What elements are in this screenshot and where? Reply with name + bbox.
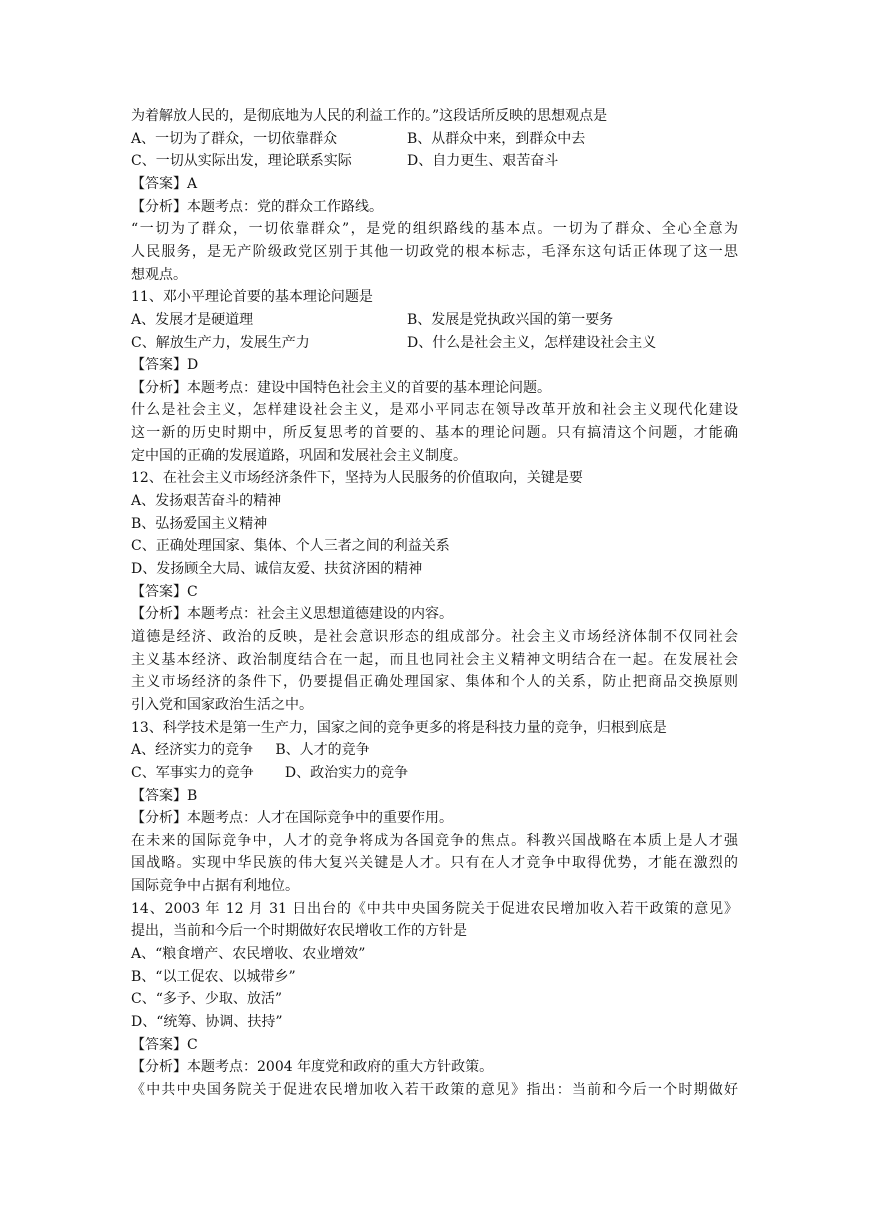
option-line: D、什么是社会主义，怎样建设社会主义 <box>407 335 657 351</box>
text-line: 国战略。实现中华民族的伟大复兴关键是人才。只有在人才竞争中取得优势，才能在激烈的 <box>131 855 738 871</box>
answer-line: 【答案】B <box>131 788 198 804</box>
text-line: 这一新的历史时期中，所反复思考的首要的、基本的理论问题。只有搞清这个问题，才能确 <box>131 425 738 441</box>
text-line: 《中共中央国务院关于促进农民增加收入若干政策的意见》指出：当前和今后一个时期做好 <box>131 1082 738 1098</box>
option-line: B、发展是党执政兴国的第一要务 <box>407 312 614 328</box>
text-line: 什么是社会主义，怎样建设社会主义，是邓小平同志在领导改革开放和社会主义现代化建设 <box>131 402 738 418</box>
option-line: D、自力更生、艰苦奋斗 <box>407 153 559 169</box>
text-line: 在未来的国际竞争中，人才的竞争将成为各国竞争的焦点。科教兴国战略在本质上是人才强 <box>131 833 738 849</box>
text-line: 主义基本经济、政治制度结合在一起，而且也同社会主义精神文明结合在一起。在发展社会 <box>131 652 738 668</box>
option-line: D、“统筹、协调、扶持” <box>131 1014 283 1030</box>
text-line: 人民服务，是无产阶级政党区别于其他一切政党的根本标志，毛泽东这句话正体现了这一思 <box>131 244 738 260</box>
text-line: “一切为了群众，一切依靠群众”，是党的组织路线的基本点。一切为了群众、全心全意为 <box>131 221 738 237</box>
question-line: 提出，当前和今后一个时期做好农民增收工作的方针是 <box>131 923 467 939</box>
analysis-line: 【分析】本题考点：人才在国际竞争中的重要作用。 <box>131 810 453 826</box>
option-line: A、“粮食增产、农民增收、农业增效” <box>131 946 366 962</box>
text-line: 引入党和国家政治生活之中。 <box>131 697 313 713</box>
text-line: 想观点。 <box>131 267 187 283</box>
option-line: B、弘扬爱国主义精神 <box>131 516 268 532</box>
option-line: C、解放生产力，发展生产力 <box>131 335 310 351</box>
option-line: A、发扬艰苦奋斗的精神 <box>131 493 282 509</box>
option-line: A、经济实力的竞争 B、人才的竞争 <box>131 742 370 758</box>
question-line: 11、邓小平理论首要的基本理论问题是 <box>131 289 373 305</box>
text-line: 为着解放人民的，是彻底地为人民的利益工作的。”这段话所反映的思想观点是 <box>131 108 608 124</box>
text-line: 道德是经济、政治的反映，是社会意识形态的组成部分。社会主义市场经济体制不仅同社会 <box>131 629 738 645</box>
option-line: A、发展才是硬道理 <box>131 312 254 328</box>
option-line: C、一切从实际出发，理论联系实际 <box>131 153 352 169</box>
option-line: D、发扬顾全大局、诚信友爱、扶贫济困的精神 <box>131 561 423 577</box>
analysis-line: 【分析】本题考点：党的群众工作路线。 <box>131 199 383 215</box>
analysis-line: 【分析】本题考点：2004 年度党和政府的重大方针政策。 <box>131 1059 494 1075</box>
option-line: B、“以工促农、以城带乡” <box>131 969 296 985</box>
answer-line: 【答案】A <box>131 176 198 192</box>
option-line: C、军事实力的竞争 D、政治实力的竞争 <box>131 765 409 781</box>
answer-line: 【答案】C <box>131 584 198 600</box>
analysis-line: 【分析】本题考点：社会主义思想道德建设的内容。 <box>131 606 453 622</box>
option-line: C、“多予、少取、放活” <box>131 991 283 1007</box>
question-line: 12、在社会主义市场经济条件下，坚持为人民服务的价值取向，关键是要 <box>131 470 583 486</box>
option-line: A、一切为了群众，一切依靠群众 <box>131 131 338 147</box>
text-line: 定中国的正确的发展道路，巩固和发展社会主义制度。 <box>131 448 467 464</box>
option-line: B、从群众中来，到群众中去 <box>407 131 586 147</box>
text-line: 主义市场经济的条件下，仍要提倡正确处理国家、集体和个人的关系，防止把商品交换原则 <box>131 674 738 690</box>
answer-line: 【答案】D <box>131 357 199 373</box>
analysis-line: 【分析】本题考点：建设中国特色社会主义的首要的基本理论问题。 <box>131 380 551 396</box>
text-line: 国际竞争中占据有利地位。 <box>131 878 299 894</box>
option-line: C、正确处理国家、集体、个人三者之间的利益关系 <box>131 538 450 554</box>
answer-line: 【答案】C <box>131 1037 198 1053</box>
question-line: 13、科学技术是第一生产力，国家之间的竞争更多的将是科技力量的竞争，归根到底是 <box>131 720 667 736</box>
question-line: 14、2003 年 12 月 31 日出台的《中共中央国务院关于促进农民增加收入若干政策的意见》 <box>131 901 738 917</box>
